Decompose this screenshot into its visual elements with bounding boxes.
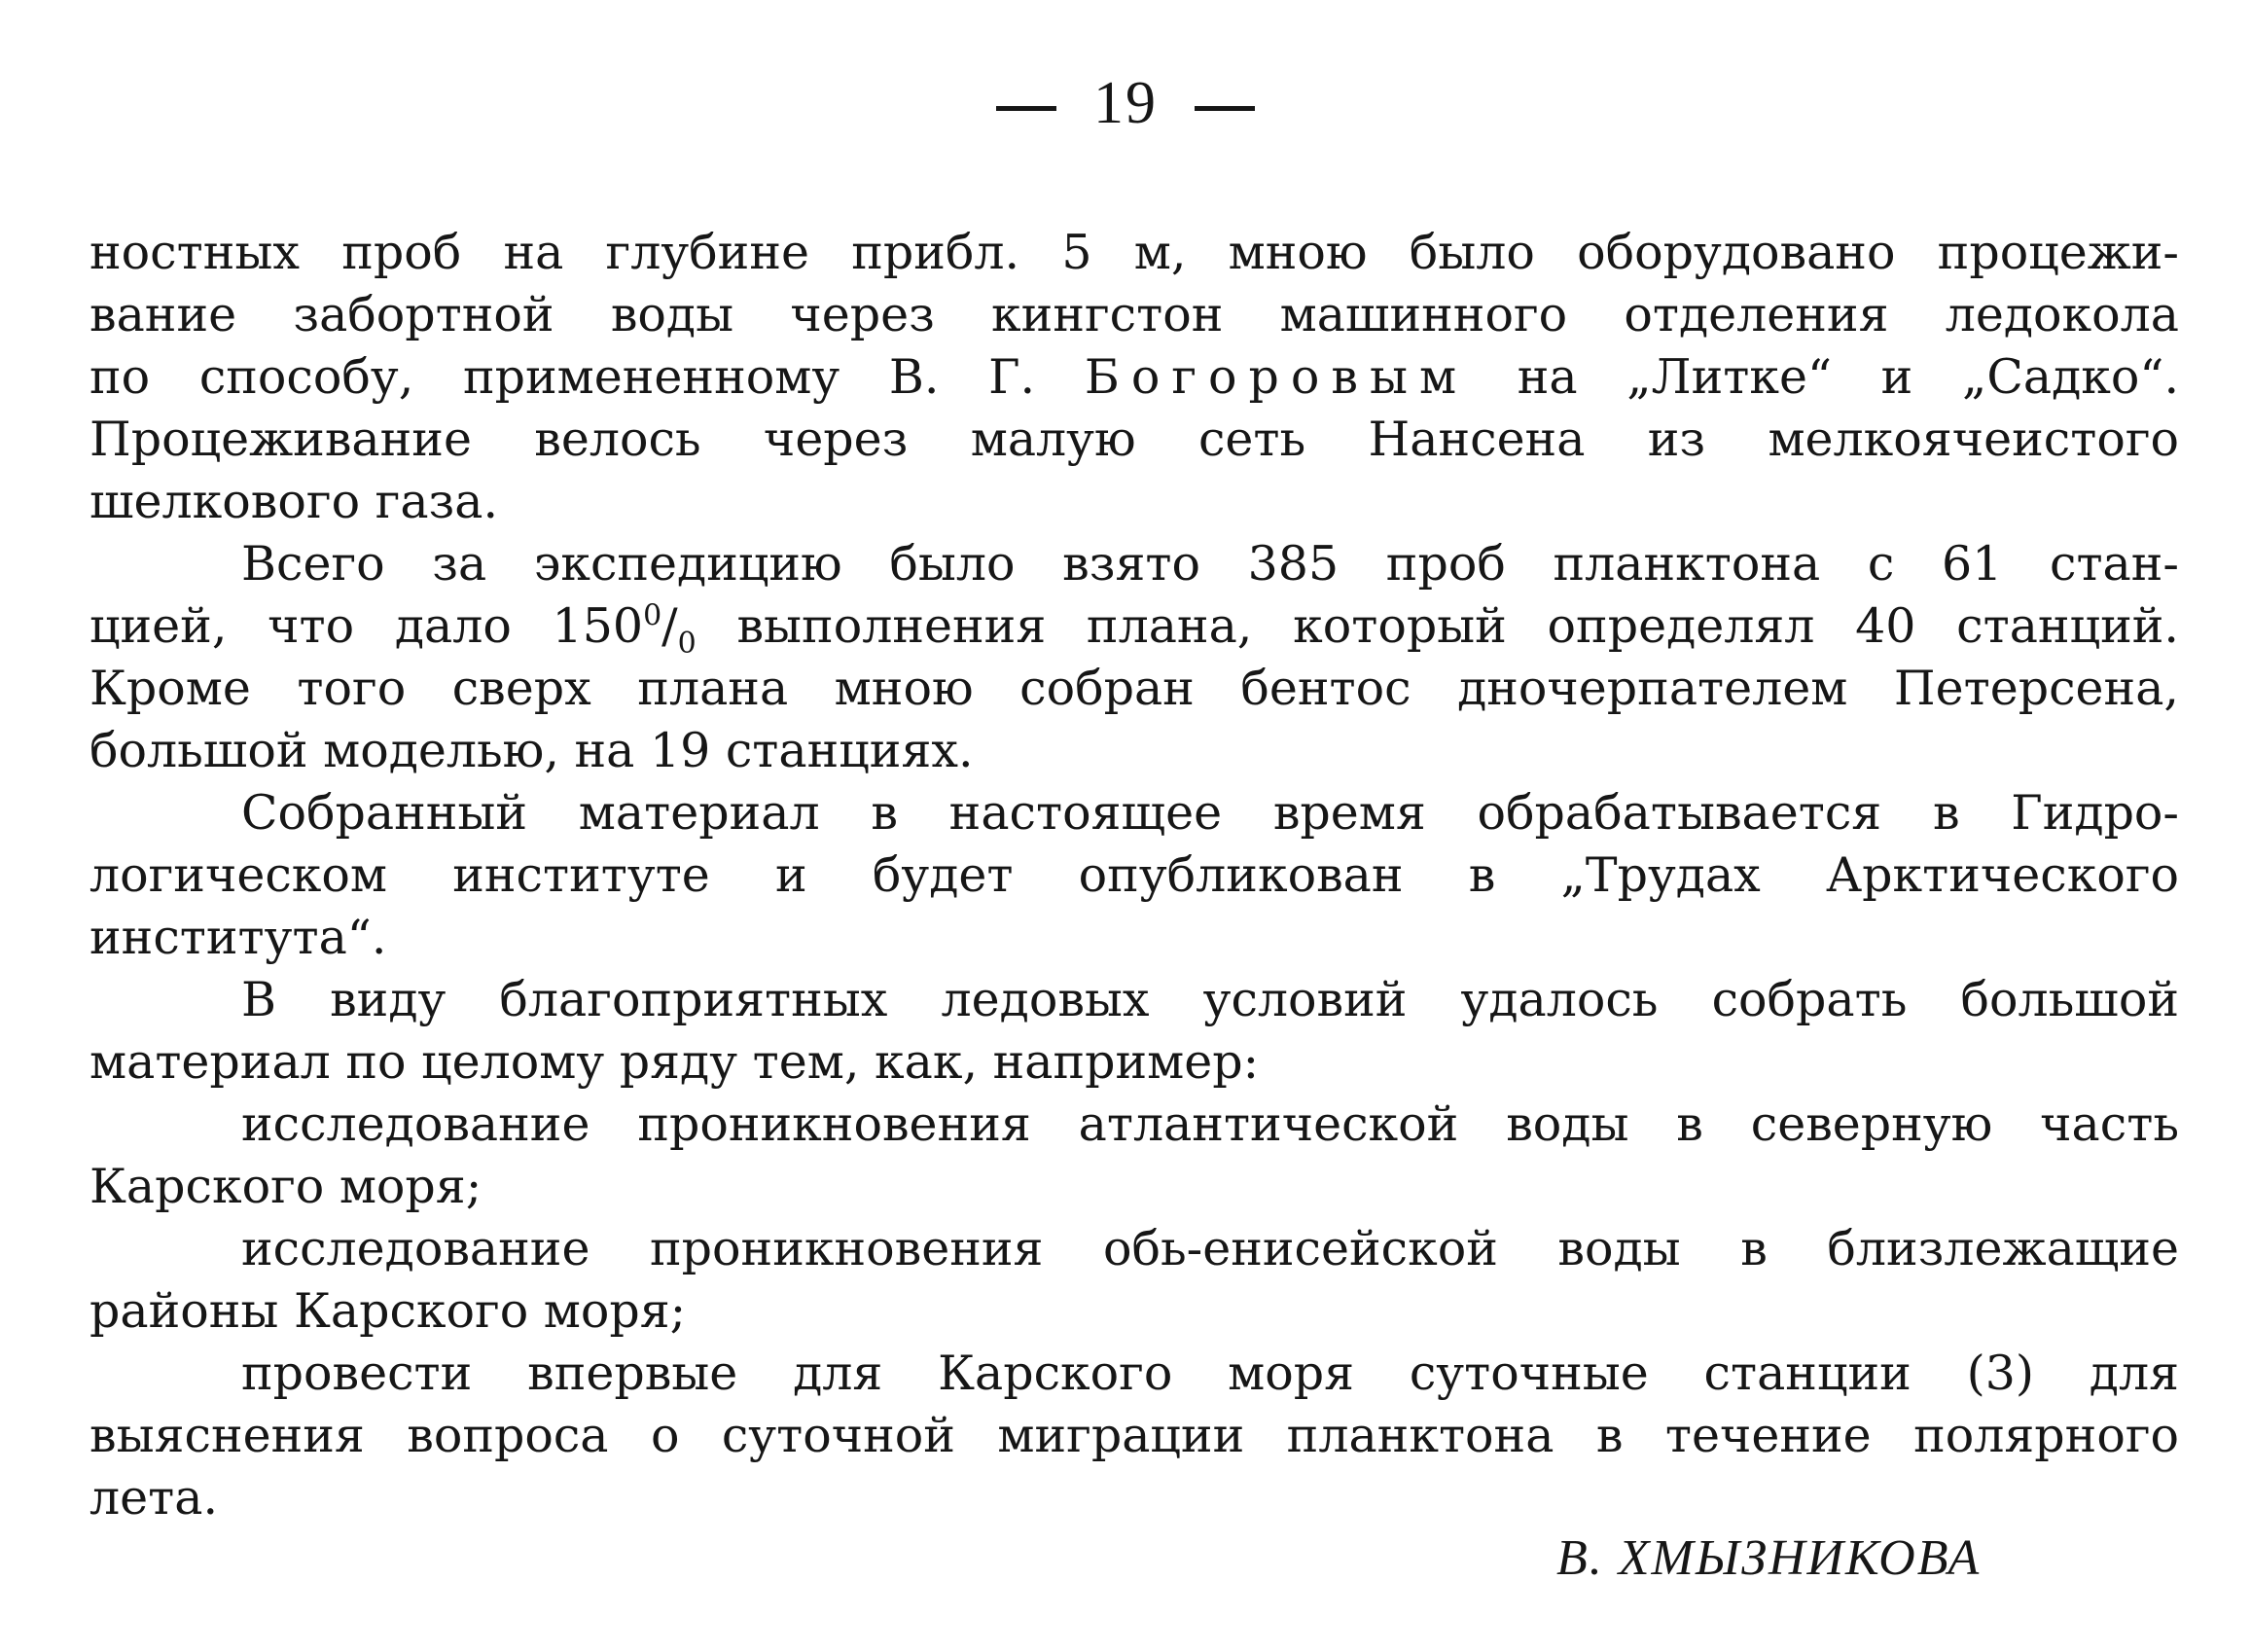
body-text <box>89 222 2179 1529</box>
text-fragment: на „Литке“ и „Садко“. <box>1517 349 2180 405</box>
text-line: Кроме того сверх плана мною собран бентос дночерпателем Петерсена, <box>89 661 2179 716</box>
text-fragment: цией, что дало 150 <box>89 598 644 654</box>
text-fragment: по способу, примененному В. Г. <box>89 349 1036 405</box>
text-line: Собранный материал в настоящее время обрабатывается в Гидро- <box>241 785 2179 841</box>
left-dash <box>996 106 1056 111</box>
author-signature: В. ХМЫЗНИКОВА <box>1556 1530 1982 1586</box>
text-line: большой моделью, на 19 станциях. <box>89 723 974 778</box>
text-line: Карского моря; <box>89 1159 482 1214</box>
right-dash <box>1195 106 1255 111</box>
text-line: В виду благоприятных ледовых условий удалось собрать большой <box>241 972 2179 1027</box>
page-number-value: 19 <box>1093 70 1158 136</box>
text-line: шелкового газа. <box>89 474 499 529</box>
text-line: районы Карского моря; <box>89 1283 687 1339</box>
text-line: Процеживание велось через малую сеть Нансена из мелкоячеистого <box>89 412 2179 467</box>
text-line <box>89 346 2179 409</box>
text-line: института“. <box>89 910 387 965</box>
text-line: исследование проникновения обь-енисейской воды в близлежащие <box>241 1221 2179 1276</box>
text-line: выяснения вопроса о суточной миграции планктона в течение полярного <box>89 1408 2179 1463</box>
text-fragment: выполнения плана, который определял 40 станций. <box>696 598 2179 654</box>
text-line: ностных проб на глубине прибл. 5 м, мною было оборудовано процежи- <box>89 225 2179 280</box>
text-line: исследование проникновения атлантической воды в северную часть <box>241 1096 2179 1152</box>
text-line: лета. <box>89 1470 219 1526</box>
text-line: провести впервые для Карского моря суточные станции (3) для <box>241 1346 2179 1401</box>
percent-sup: 0 <box>643 598 662 633</box>
text-line: цией, что дало $150^0/_0$ выполнения плана, который определял 40 станций. <box>89 598 2179 661</box>
percent-sub: 0 <box>677 626 697 661</box>
spaced-surname: Богоровым <box>1084 349 1469 405</box>
text-line: логическом институте и будет опубликован в „Трудах Арктического <box>89 847 2179 903</box>
text-line: вание забортной воды через кингстон машинного отделения ледокола <box>89 287 2179 342</box>
page-number <box>0 64 2251 142</box>
text-line: материал по целому ряду тем, как, например: <box>89 1034 1260 1090</box>
text-line: Всего за экспедицию было взято 385 проб планктона с 61 стан- <box>241 536 2179 592</box>
